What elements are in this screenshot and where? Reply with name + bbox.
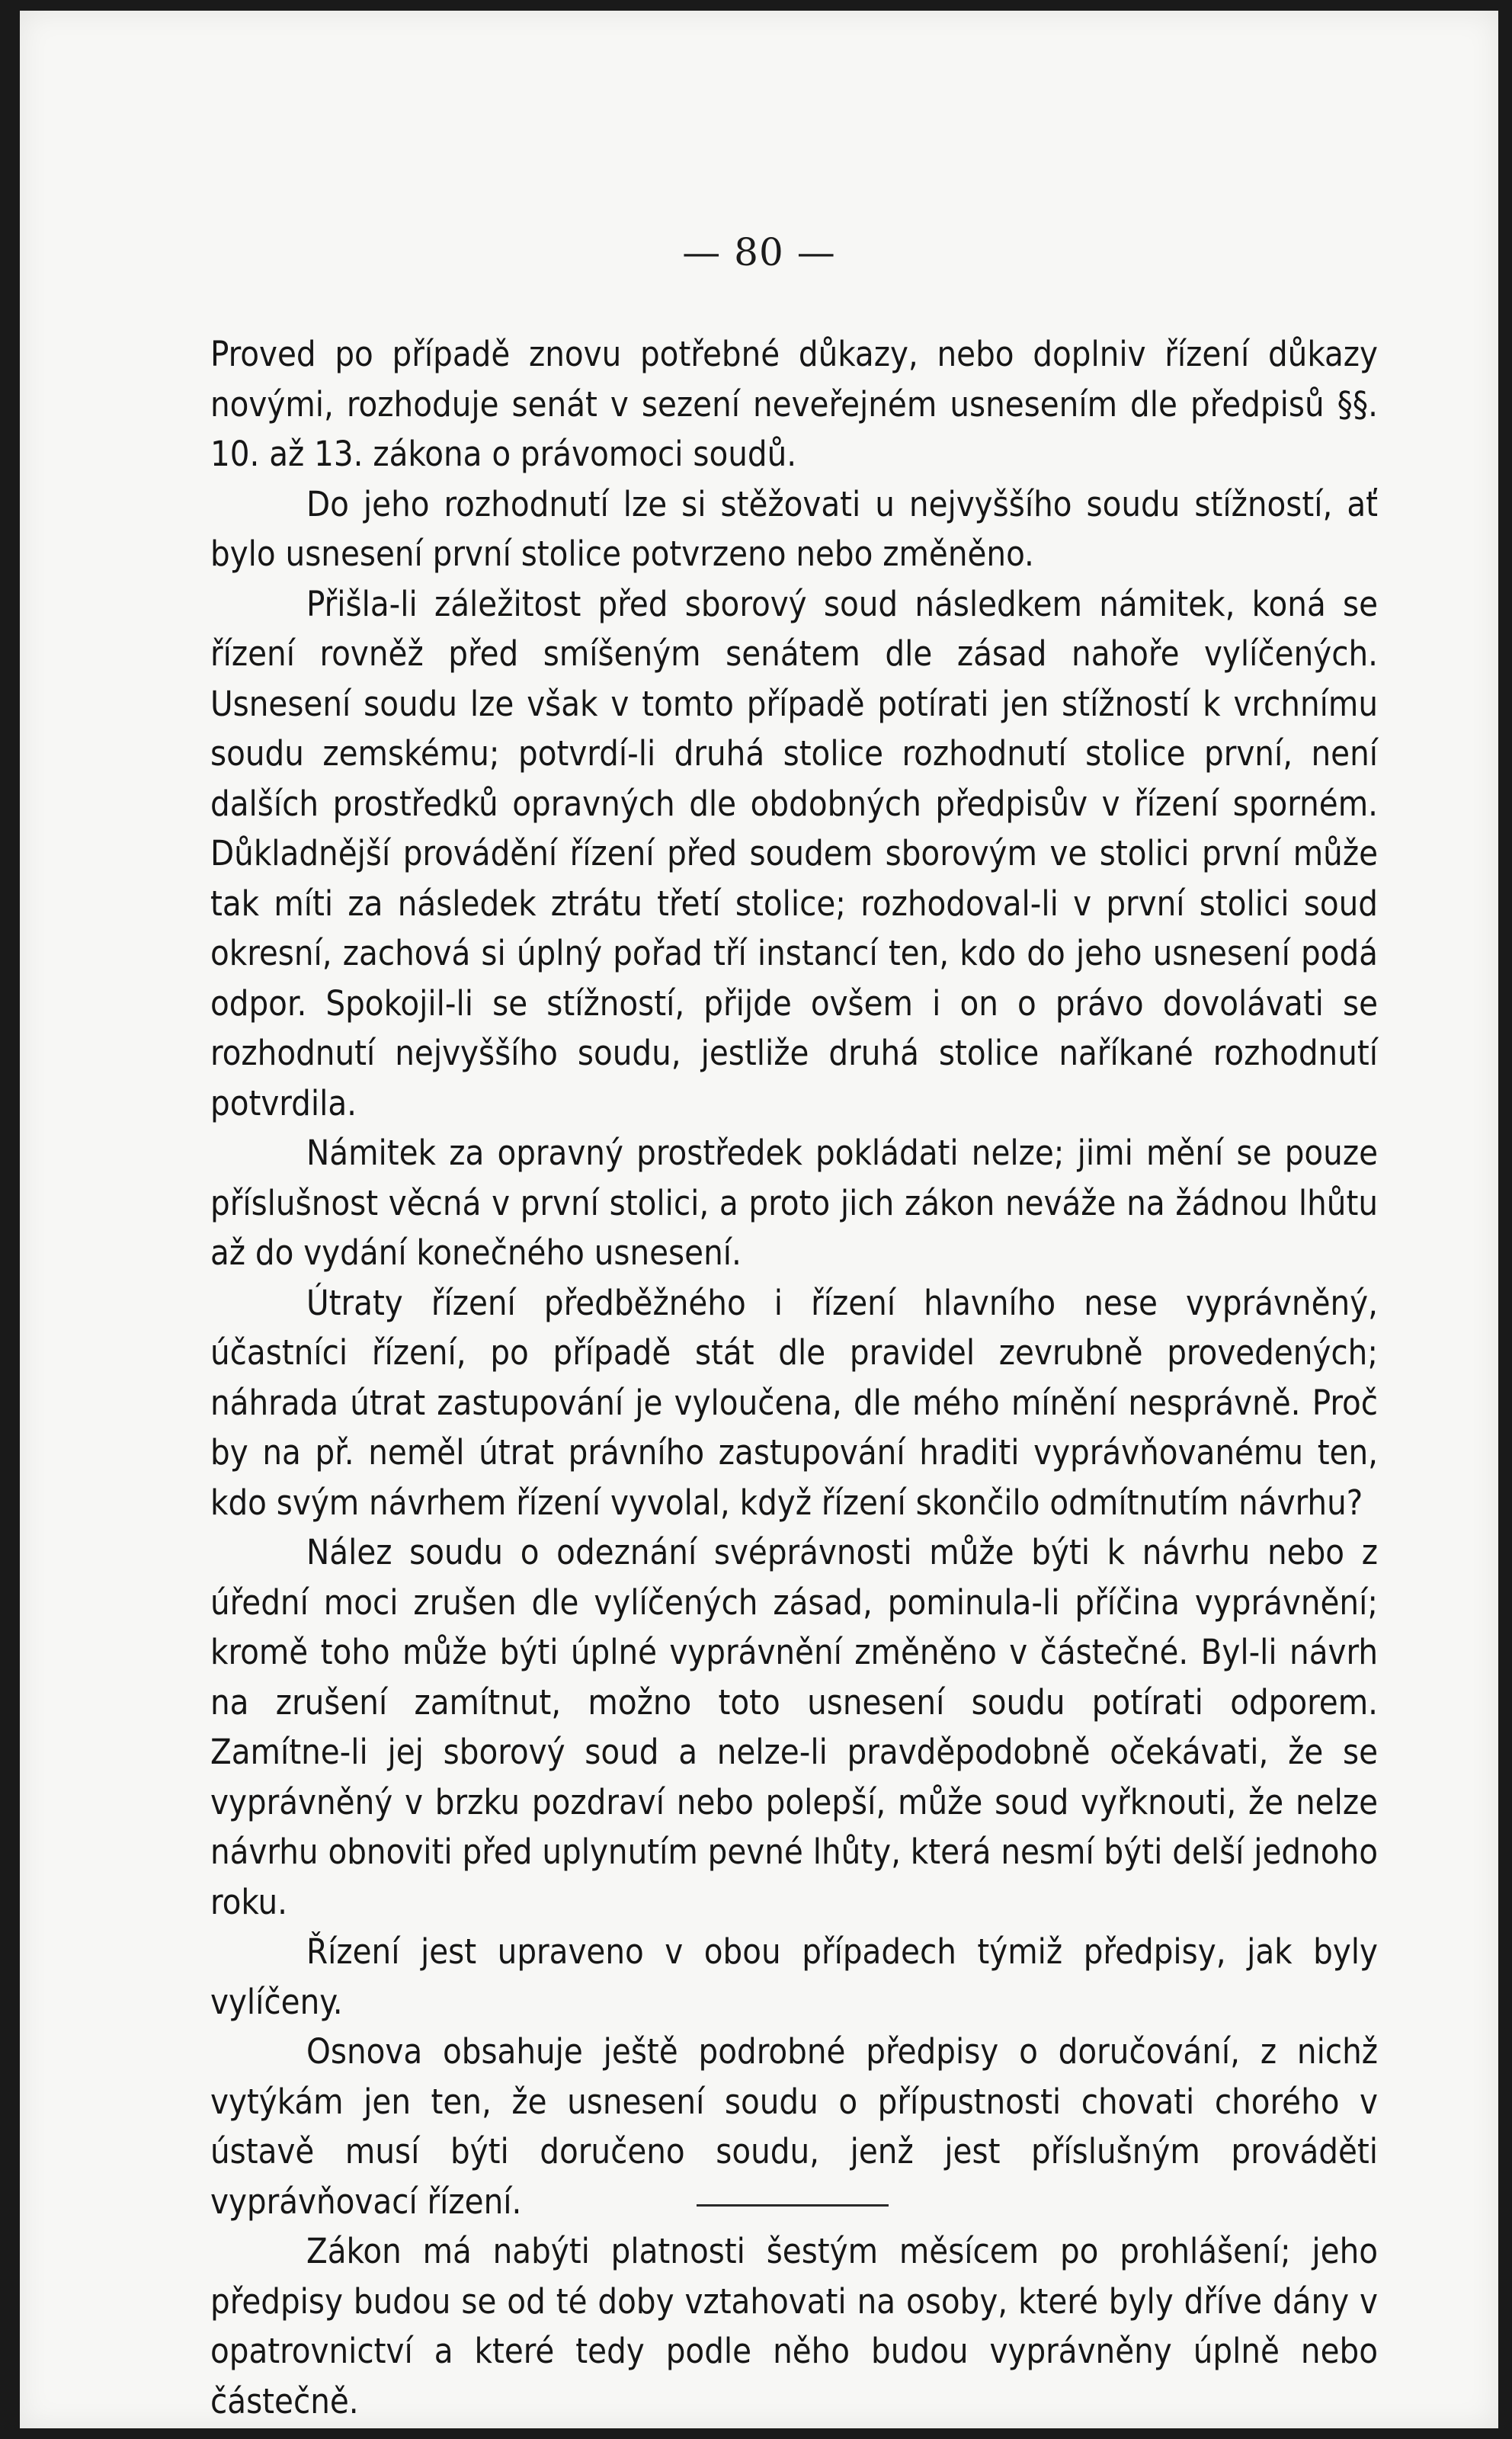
paragraph: Námitek za opravný prostředek pokládati nelze; jimi mění se pouze příslušnost věcná v první stolici, a proto jich zákon neváže na žádnou lhůtu až do vydání konečného usnesení. xyxy=(210,1133,1378,1273)
paragraph: Nález soudu o odeznání svéprávnosti může býti k návrhu nebo z úřední moci zrušen dle vylíčených zásad, pominula-li příčina vyprávnění; kromě toho může býti úplné vyprávnění změněno v částečné. Byl-li návrh na zrušení zamítnut, možno toto usnesení soudu potírati odporem. Zamítne-li jej sborový soud a nelze-li pravděpodobně očekávati, že se vyprávněný v brzku pozdraví nebo polepší, může soud vyřknouti, že nelze návrhu obnoviti před uplynutím pevné lhůty, která nesmí býti delší jednoho roku. xyxy=(210,1532,1378,1922)
paragraph: Osnova obsahuje ještě podrobné předpisy o doručování, z nichž vytýkám jen ten, že usnesení soudu o přípustnosti chovati chorého v ústavě musí býti doručeno soudu, jenž jest příslušným prováděti vyprávňovací řízení. xyxy=(210,2031,1378,2222)
paragraph: Zákon má nabýti platnosti šestým měsícem po prohlášení; jeho předpisy budou se od té doby vztahovati na osoby, které byly dříve dány v opatrovnictví a které tedy podle něho budou vyprávněny úplně nebo částečně. xyxy=(210,2231,1378,2421)
paragraph: Řízení jest upraveno v obou případech týmiž předpisy, jak byly vylíčeny. xyxy=(210,1931,1378,2022)
paragraph: Proved po případě znovu potřebné důkazy, nebo doplniv řízení důkazy novými, rozhoduje senát v sezení neveřejném usnesením dle předpisů §§. 10. až 13. zákona o právomoci soudů. xyxy=(210,334,1378,474)
paragraph: Přišla-li záležitost před sborový soud následkem námitek, koná se řízení rovněž před smíšeným senátem dle zásad nahoře vylíčených. Usnesení soudu lze však v tomto případě potírati jen stížností k vrchnímu soudu zemskému; potvrdí-li druhá stolice rozhodnutí stolice první, není dalších prostředků opravných dle obdobných předpisův v řízení sporném. Důkladnější provádění řízení před soudem sborovým ve stolici první může tak míti za následek ztrátu třetí stolice; rozhodoval-li v první stolici soud okresní, zachová si úplný pořad tří instancí ten, kdo do jeho usnesení podá odpor. Spokojil-li se stížností, přijde ovšem i on o právo dovolávati se rozhodnutí nejvyššího soudu, jestliže druhá stolice naříkané rozhodnutí potvrdila. xyxy=(210,583,1378,1123)
paragraph: Útraty řízení předběžného i řízení hlavního nese vyprávněný, účastníci řízení, po případě stát dle pravidel zevrubně provedených; náhrada útrat zastupování je vyloučena, dle mého mínění nesprávně. Proč by na př. neměl útrat právního zastupování hraditi vyprávňovanému ten, kdo svým návrhem řízení vyvolal, když řízení skončilo odmítnutím návrhu? xyxy=(210,1282,1378,1523)
body-text xyxy=(210,329,1378,2426)
scanned-page xyxy=(20,11,1498,2428)
page-number: — 80 — xyxy=(682,230,836,274)
end-divider xyxy=(697,2204,889,2207)
paragraph: Do jeho rozhodnutí lze si stěžovati u nejvyššího soudu stížností, ať bylo usnesení první stolice potvrzeno nebo změněno. xyxy=(210,483,1378,574)
